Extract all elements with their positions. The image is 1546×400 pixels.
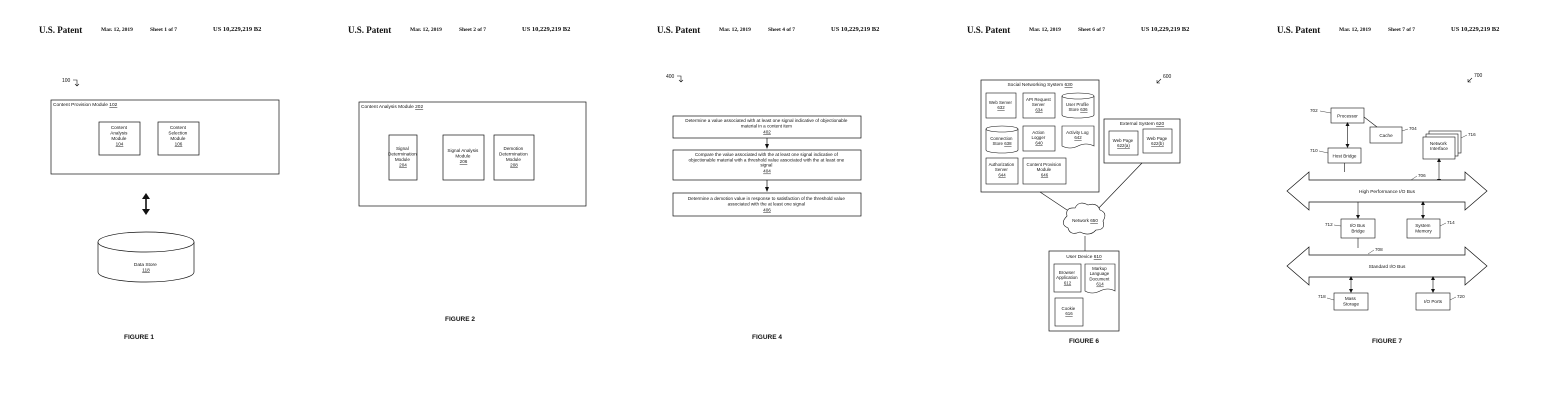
high-performance-io-bus-label: High Performance I/O Bus bbox=[1359, 190, 1415, 195]
figure-1-diagram bbox=[39, 0, 339, 400]
patent-title: U.S. Patent bbox=[967, 25, 1011, 35]
figure-caption: FIGURE 6 bbox=[1069, 338, 1099, 345]
ref-arrow bbox=[1157, 79, 1161, 83]
figure-4-flowchart bbox=[657, 0, 957, 400]
ref-706: 706 bbox=[1418, 173, 1426, 178]
ref-718: 718 bbox=[1318, 294, 1326, 299]
authorization-server-label: Authorization Server 644 bbox=[988, 162, 1015, 178]
double-arrow-icon bbox=[142, 193, 150, 215]
network-interface-label: Network Interface bbox=[1429, 141, 1448, 152]
markup-language-document-label: Markup Language Document 614 bbox=[1089, 266, 1110, 287]
ref-704: 704 bbox=[1409, 126, 1417, 131]
io-bus-bridge-label: I/O Bus Bridge bbox=[1349, 223, 1366, 234]
arrow-down-icon bbox=[765, 144, 769, 149]
content-provision-module-box bbox=[51, 100, 279, 174]
network-label: Network 650 bbox=[1072, 218, 1098, 223]
content-analysis-module-label: Content Analysis Module 104 bbox=[110, 125, 128, 147]
arrow-down-icon bbox=[1349, 289, 1353, 293]
arrow-up-icon bbox=[1346, 122, 1350, 126]
user-device-label: User Device 610 bbox=[1066, 255, 1102, 260]
ref-600: 600 bbox=[1163, 74, 1172, 80]
signal-determination-module-label: Signal Determination Module 204 bbox=[388, 146, 417, 168]
outer-label: Content Provision Module 102 bbox=[53, 103, 118, 108]
patent-sheet-1 bbox=[39, 0, 339, 400]
web-page-a-label: Web Page 622(a) bbox=[1112, 138, 1134, 149]
sheet-number: Sheet 2 of 7 bbox=[459, 27, 487, 33]
content-selection-module-label: Content Selection Module 106 bbox=[168, 125, 188, 147]
ref-arrow bbox=[1468, 78, 1472, 82]
patent-date: Mar. 12, 2019 bbox=[101, 27, 133, 33]
data-store-cylinder bbox=[98, 232, 194, 282]
figure-2-diagram bbox=[348, 0, 648, 400]
cache-label: Cache bbox=[1379, 133, 1393, 138]
patent-title: U.S. Patent bbox=[39, 25, 83, 35]
sheet-number: Sheet 4 of 7 bbox=[768, 27, 796, 33]
ref-arrow bbox=[73, 80, 79, 86]
link-sns-network bbox=[1040, 192, 1067, 210]
patent-sheet-6 bbox=[967, 0, 1267, 400]
outer-label: Content Analysis Module 202 bbox=[361, 105, 424, 110]
patent-title: U.S. Patent bbox=[348, 25, 392, 35]
ref-702: 702 bbox=[1310, 108, 1318, 113]
web-server-label: Web Server 632 bbox=[988, 100, 1012, 111]
figure-caption: FIGURE 7 bbox=[1372, 338, 1402, 345]
processor-label: Processor bbox=[1337, 113, 1358, 119]
arrow-down-icon bbox=[1431, 289, 1435, 293]
ref-712: 712 bbox=[1325, 222, 1333, 227]
action-logger-label: Action Logger 640 bbox=[1031, 130, 1046, 146]
user-profile-store-label: User Profile Store 636 bbox=[1065, 102, 1089, 113]
system-memory-label: System Memory bbox=[1415, 223, 1432, 234]
data-store-label: Data Store 118 bbox=[133, 263, 157, 274]
figure-7-diagram bbox=[1277, 0, 1546, 400]
ref-700: 700 bbox=[1474, 73, 1483, 79]
ref-720: 720 bbox=[1457, 294, 1465, 299]
patent-title: U.S. Patent bbox=[1277, 25, 1321, 35]
patent-date: Mar. 12, 2019 bbox=[1339, 27, 1371, 33]
external-system-label: External System 620 bbox=[1119, 122, 1165, 127]
io-ports-label: I/O Ports bbox=[1423, 299, 1443, 304]
patent-number: US 10,229,219 B2 bbox=[522, 26, 571, 33]
patent-sheet-7 bbox=[1277, 0, 1546, 400]
patent-sheet-2 bbox=[348, 0, 648, 400]
demotion-determination-module-label: Demotion Determination Module 208 bbox=[499, 146, 528, 168]
api-request-server-label: API Request Server 634 bbox=[1026, 97, 1051, 113]
patent-date: Mar. 12, 2019 bbox=[719, 27, 751, 33]
browser-application-label: Browser Application 612 bbox=[1056, 270, 1078, 286]
figure-caption: FIGURE 4 bbox=[752, 334, 782, 341]
arrow-down-icon bbox=[1421, 215, 1425, 219]
connection-store-label: Connection Store 638 bbox=[990, 136, 1013, 147]
user-device-box bbox=[1049, 251, 1119, 331]
web-page-b-label: Web Page 622(b) bbox=[1146, 136, 1168, 147]
step-402-label: Determine a value associated with at least one signal indicative of objectionable material in a content item 402 bbox=[685, 118, 848, 135]
patent-title: U.S. Patent bbox=[657, 25, 701, 35]
arrow-down-icon bbox=[1346, 144, 1350, 148]
link-external-network bbox=[1095, 163, 1142, 212]
content-provision-module-label: Content Provision Module 646 bbox=[1026, 162, 1062, 178]
ref-710: 710 bbox=[1310, 148, 1318, 153]
arrow-down-icon bbox=[765, 187, 769, 192]
sheet-number: Sheet 7 of 7 bbox=[1388, 27, 1416, 33]
patent-date: Mar. 12, 2019 bbox=[1029, 27, 1061, 33]
ref-arrow bbox=[677, 76, 683, 82]
ref-716: 716 bbox=[1468, 132, 1476, 137]
sns-label: Social Networking System 630 bbox=[1007, 83, 1073, 88]
arrow-down-icon bbox=[1356, 215, 1360, 219]
patent-sheet-4 bbox=[657, 0, 957, 400]
figure-6-diagram bbox=[967, 0, 1267, 400]
standard-io-bus-label: Standard I/O Bus bbox=[1368, 265, 1406, 270]
sheet-number: Sheet 6 of 7 bbox=[1078, 27, 1106, 33]
ref-100: 100 bbox=[62, 78, 71, 84]
signal-analysis-module-label: Signal Analysis Module 206 bbox=[447, 148, 479, 164]
step-404-label: Compare the value associated with the at least one signal indicative of objectionable material with a threshold value associated with the at least one signal 404 bbox=[688, 152, 845, 174]
patent-number: US 10,229,219 B2 bbox=[831, 26, 880, 33]
patent-number: US 10,229,219 B2 bbox=[1141, 26, 1190, 33]
cookie-label: Cookie 616 bbox=[1061, 306, 1076, 317]
patent-number: US 10,229,219 B2 bbox=[1451, 26, 1500, 33]
host-bridge-label: Host Bridge bbox=[1332, 153, 1357, 159]
patent-date: Mar. 12, 2019 bbox=[410, 27, 442, 33]
mass-storage-label: Mass Storage bbox=[1342, 296, 1360, 307]
step-406-label: Determine a demotion value in response to satisfaction of the threshold value associated with the at least one signal 406 bbox=[687, 196, 845, 213]
sheet-number: Sheet 1 of 7 bbox=[150, 27, 178, 33]
patent-number: US 10,229,219 B2 bbox=[213, 26, 262, 33]
ref-708: 708 bbox=[1375, 247, 1383, 252]
figure-caption: FIGURE 1 bbox=[124, 334, 154, 341]
figure-caption: FIGURE 2 bbox=[445, 316, 475, 323]
activity-log-label: Activity Log 642 bbox=[1066, 130, 1089, 141]
ref-400: 400 bbox=[666, 74, 675, 80]
ref-714: 714 bbox=[1447, 220, 1455, 225]
